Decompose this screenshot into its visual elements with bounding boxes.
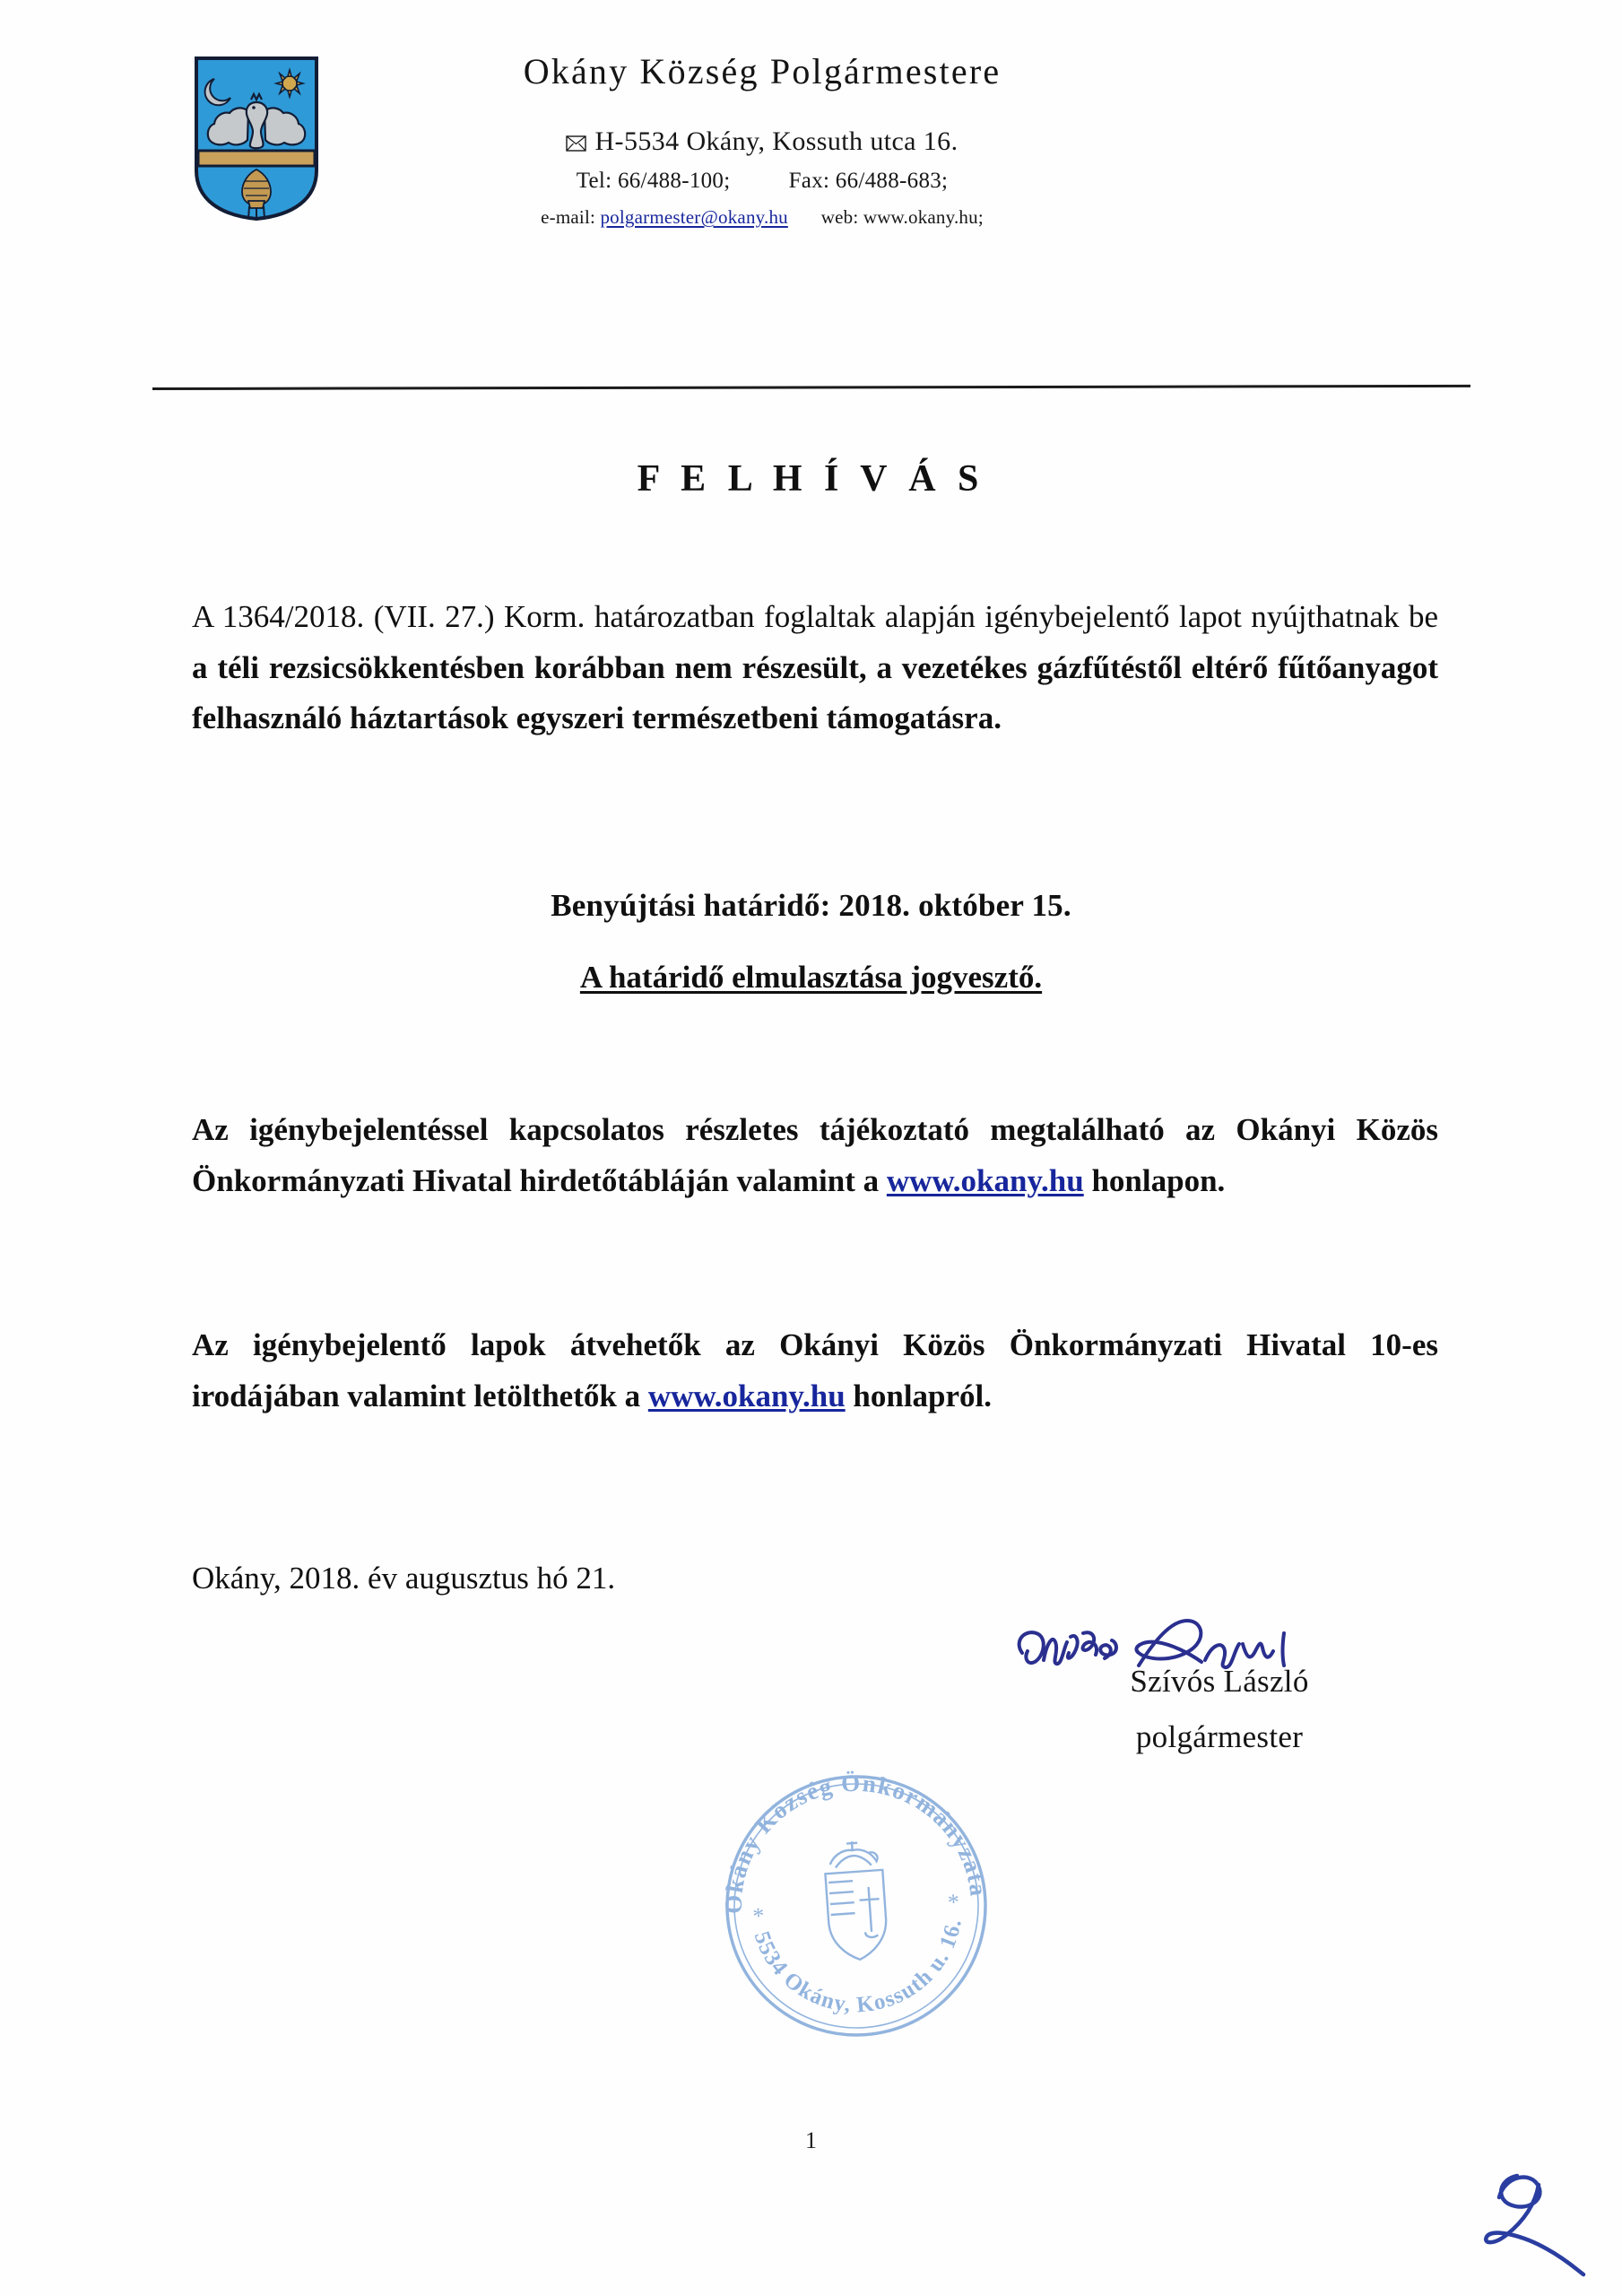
intro-paragraph-block bbox=[192, 592, 1438, 744]
deadline-block bbox=[0, 888, 1622, 996]
address-line bbox=[314, 126, 1210, 157]
signer-name: Szívós László bbox=[1130, 1664, 1309, 1699]
submission-deadline: Benyújtási határidő: 2018. október 15. bbox=[551, 888, 1071, 923]
handwritten-signature bbox=[1004, 1610, 1327, 1709]
official-seal-stamp bbox=[703, 1752, 1010, 2059]
forms-text-a: Az igénybejelentő lapok átvehetők az Okányi Közös Önkormányzati Hivatal 10-es irodájában valamint letölthetők a bbox=[192, 1327, 1438, 1413]
header-divider bbox=[152, 385, 1470, 390]
page-number: 1 bbox=[805, 2127, 817, 2153]
info-text-a: Az igénybejelentéssel kapcsolatos részletes tájékoztató megtalálható az Okányi Közös Önkormányzati Hivatal hirdetőtábláján valamint a bbox=[192, 1112, 1438, 1198]
page-title: F E L H Í V Á S bbox=[637, 458, 985, 500]
dateline: Okány, 2018. év augusztus hó 21. bbox=[192, 1561, 616, 1596]
svg-text:5534 Okány, Kossuth u. 16.: 5534 Okány, Kossuth u. 16. bbox=[749, 1917, 967, 2018]
forms-website-link[interactable]: www.okany.hu bbox=[647, 1378, 846, 1413]
info-paragraph-block bbox=[192, 1105, 1438, 1206]
phone-text: Tel: 66/488-100; bbox=[576, 169, 731, 193]
forms-paragraph-block bbox=[192, 1320, 1438, 1422]
letterhead-text bbox=[314, 49, 1210, 229]
web-address: www.okany.hu; bbox=[863, 206, 984, 228]
info-website-link[interactable]: www.okany.hu bbox=[886, 1162, 1084, 1198]
forms-text-b: honlapról. bbox=[845, 1378, 993, 1413]
okany-coat-of-arms-icon bbox=[193, 56, 320, 222]
svg-text:Okány Község Önkormányzata: Okány Község Önkormányzata bbox=[719, 1769, 993, 1915]
intro-text-bold: a téli rezsicsökkentésben korábban nem részesült, a vezetékes gázfűtéstől eltérő fűtőanyagot felhasználó háztartások egyszeri természetbeni támogatásra. bbox=[192, 649, 1438, 736]
phone-fax-line bbox=[314, 169, 1210, 194]
signer-role: polgármester bbox=[1135, 1719, 1304, 1754]
forms-paragraph bbox=[192, 1320, 1438, 1422]
svg-text:*: * bbox=[946, 1889, 960, 1916]
deadline-warning: A határidő elmulasztása jogvesztő. bbox=[579, 960, 1043, 995]
fax-text: Fax: 66/488-683; bbox=[788, 169, 949, 193]
intro-text-normal: A 1364/2018. (VII. 27.) Korm. határozatban foglaltak alapján igénybejelentő lapot nyújthatnak be bbox=[192, 599, 1438, 634]
email-link[interactable]: polgarmester@okany.hu bbox=[600, 206, 788, 228]
office-title: Okány Község Polgármestere bbox=[523, 51, 1002, 91]
email-web-line bbox=[314, 206, 1210, 229]
letterhead bbox=[0, 0, 1622, 395]
info-text-b: honlapon. bbox=[1083, 1162, 1226, 1198]
svg-text:*: * bbox=[751, 1902, 766, 1930]
envelope-icon bbox=[566, 135, 586, 152]
intro-paragraph bbox=[192, 592, 1438, 744]
email-label: e-mail: bbox=[541, 206, 596, 228]
signature-block bbox=[1022, 1664, 1417, 1755]
web-label: web: bbox=[820, 206, 859, 228]
handwritten-corner-initial bbox=[1417, 2152, 1609, 2287]
info-paragraph bbox=[192, 1105, 1438, 1206]
address-text: H-5534 Okány, Kossuth utca 16. bbox=[594, 126, 958, 156]
